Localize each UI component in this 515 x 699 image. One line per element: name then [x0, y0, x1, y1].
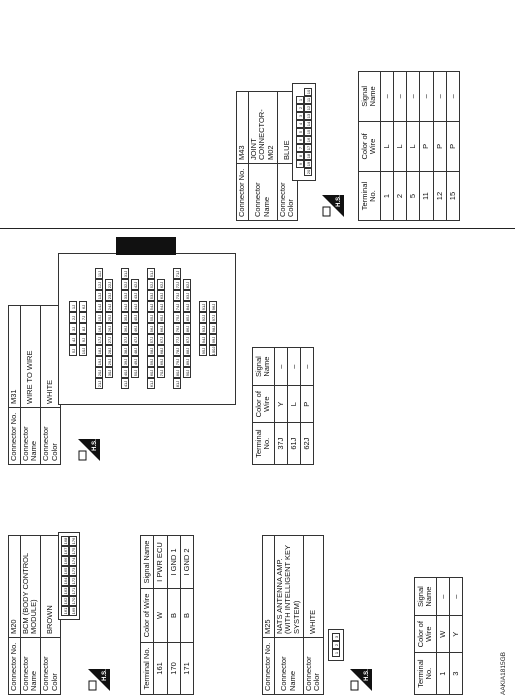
- pin-cell: 65J: [157, 313, 165, 324]
- cell: –: [433, 72, 446, 122]
- pin-cell: 25J: [105, 313, 113, 324]
- m20-signal-table: [140, 535, 194, 695]
- cell: L: [407, 121, 420, 171]
- m20-conn-color: BROWN: [40, 536, 60, 638]
- pin-cell: 11J: [95, 269, 103, 280]
- cell: L: [287, 386, 300, 423]
- cell: Y: [449, 616, 462, 653]
- pin-cell: 98J: [209, 324, 217, 335]
- pin-cell: 1: [296, 96, 304, 104]
- pin-cell: 162: [63, 597, 68, 605]
- panel-m20: [8, 535, 191, 695]
- cell: –: [287, 348, 300, 386]
- m43-connector-face: [292, 83, 316, 181]
- th-color: Color of Wire: [359, 121, 381, 171]
- cell: P: [301, 386, 314, 423]
- pin-cell: 13J: [95, 291, 103, 302]
- hs-icon: [350, 669, 372, 691]
- m20-conn-name: BCM (BODY CONTROL MODULE): [20, 536, 40, 638]
- pin-cell: 163: [63, 587, 68, 595]
- pin-cell: 21J: [95, 379, 103, 390]
- pin-cell: 3: [296, 112, 304, 120]
- pin-cell: 51J: [147, 269, 155, 280]
- cell: 170: [167, 642, 180, 694]
- cell: 161: [154, 642, 167, 694]
- m25-signal-table: [414, 577, 463, 695]
- th-color: Color of Wire: [415, 616, 437, 653]
- m43-signal-table: [358, 71, 460, 221]
- th-terminal: Terminal No.: [415, 653, 437, 695]
- pin-cell: 20: [306, 169, 311, 175]
- pin-cell: 95J: [199, 346, 207, 357]
- cell: –: [407, 72, 420, 122]
- cell: –: [380, 72, 393, 122]
- cell: I GND 1: [167, 536, 180, 589]
- pin-cell: 172: [71, 577, 76, 585]
- pin-cell: 44J: [131, 302, 139, 313]
- th-signal: Signal Name: [359, 72, 381, 122]
- pin-cell: 79J: [173, 357, 181, 368]
- pin-cell: 54J: [147, 302, 155, 313]
- pin-cell: 4J: [69, 335, 77, 346]
- cell: Y: [274, 386, 287, 423]
- svg-text:H.S.: H.S.: [102, 669, 108, 681]
- m43-conn-name: JOINT CONNECTOR-M02: [248, 92, 277, 164]
- cell: –: [446, 72, 459, 122]
- label: Connector Color: [40, 408, 60, 465]
- pin-cell: 40J: [121, 368, 129, 379]
- pin-cell: 3: [332, 633, 340, 641]
- pin-cell: 166: [63, 557, 68, 565]
- pin-cell: 174: [71, 557, 76, 565]
- pin-cell: 12J: [95, 280, 103, 291]
- pin-cell: 20J: [95, 368, 103, 379]
- pin-cell: 78J: [173, 346, 181, 357]
- pin-cell: 67J: [157, 335, 165, 346]
- th-color: Color of Wire: [253, 386, 275, 423]
- pin-cell: 53J: [147, 291, 155, 302]
- cell: L: [380, 121, 393, 171]
- pin-cell: 2J: [69, 313, 77, 324]
- th-color: Color of Wire: [141, 589, 154, 643]
- pin-cell: 176: [71, 537, 76, 545]
- pin-cell: 92J: [199, 313, 207, 324]
- m20-connector-face: [58, 532, 80, 620]
- pin-cell: 69J: [157, 357, 165, 368]
- pin-cell: 170: [71, 597, 76, 605]
- pin-cell: 42J: [131, 280, 139, 291]
- pin-cell: 58J: [147, 346, 155, 357]
- pin-cell: 18: [306, 153, 311, 159]
- cell: P: [446, 121, 459, 171]
- pin-cell: 59J: [147, 357, 155, 368]
- pin-cell: 41J: [121, 379, 129, 390]
- label: Connector Name: [20, 408, 40, 465]
- pin-cell: 37J: [121, 335, 129, 346]
- pin-cell: 62J: [157, 280, 165, 291]
- m20-conn-no: M20: [9, 536, 21, 638]
- cell: W: [436, 616, 449, 653]
- cell: –: [301, 348, 314, 386]
- pin-cell: 63J: [157, 291, 165, 302]
- m43-info-table: [236, 91, 298, 221]
- cell: 2: [393, 172, 406, 221]
- pin-cell: 1: [332, 649, 340, 657]
- pin-cell: 4: [296, 120, 304, 128]
- cell: L: [393, 121, 406, 171]
- pin-cell: 31J: [121, 269, 129, 280]
- svg-text:H.S.: H.S.: [92, 439, 98, 451]
- pin-cell: 7: [296, 144, 304, 152]
- pin-cell: 86J: [183, 324, 191, 335]
- hs-icon: [88, 669, 110, 691]
- panel-m43: [236, 85, 457, 221]
- m31-signal-table: [252, 347, 314, 465]
- pin-cell: 164: [63, 577, 68, 585]
- pin-cell: 30J: [105, 368, 113, 379]
- m25-info-table: [262, 535, 324, 695]
- pin-cell: 100J: [211, 346, 216, 356]
- pin-cell: 11: [306, 97, 311, 103]
- cell: 1: [380, 172, 393, 221]
- label: Connector No.: [263, 638, 275, 695]
- label: Connector Name: [248, 164, 277, 221]
- cell: I PWR ECU: [154, 536, 167, 589]
- m25-conn-color: WHITE: [303, 536, 323, 638]
- th-terminal: Terminal No.: [253, 423, 275, 465]
- pin-cell: 96J: [209, 302, 217, 313]
- pin-cell: 39J: [121, 357, 129, 368]
- pin-cell: 87J: [183, 335, 191, 346]
- pin-cell: 16J: [95, 324, 103, 335]
- pin-cell: 9: [296, 160, 304, 168]
- pin-cell: 93J: [199, 324, 207, 335]
- cell: W: [154, 589, 167, 643]
- pin-cell: 68J: [157, 346, 165, 357]
- pin-cell: 14J: [95, 302, 103, 313]
- pin-cell: 82J: [183, 280, 191, 291]
- th-signal: Signal Name: [253, 348, 275, 386]
- cell: 5: [407, 172, 420, 221]
- m31-latch: [116, 237, 176, 255]
- pin-cell: 76J: [173, 324, 181, 335]
- pin-cell: 165: [63, 567, 68, 575]
- pin-cell: 73J: [173, 291, 181, 302]
- pin-cell: 7J: [79, 313, 87, 324]
- pin-cell: 8: [296, 152, 304, 160]
- pin-cell: 61J: [147, 379, 155, 390]
- pin-cell: 88J: [183, 346, 191, 357]
- cell: –: [274, 348, 287, 386]
- pin-cell: 90J: [183, 368, 191, 379]
- pin-cell: 12: [306, 105, 311, 111]
- pin-cell: 17J: [95, 335, 103, 346]
- pin-cell: 2: [332, 641, 340, 649]
- cell: 61J: [287, 423, 300, 465]
- m25-conn-no: M25: [263, 536, 275, 638]
- cell: –: [436, 578, 449, 616]
- pin-cell: 13: [306, 113, 311, 119]
- th-terminal: Terminal No.: [359, 172, 381, 221]
- pin-cell: 83J: [183, 291, 191, 302]
- cell: –: [420, 72, 433, 122]
- pin-cell: 24J: [105, 302, 113, 313]
- label: Connector Color: [277, 164, 297, 221]
- m31-conn-name: WIRE TO WIRE: [20, 306, 40, 408]
- hs-icon: [322, 195, 344, 217]
- cell: 1: [436, 653, 449, 695]
- pin-cell: 14: [306, 121, 311, 127]
- pin-cell: 72J: [173, 280, 181, 291]
- pin-cell: 80J: [173, 368, 181, 379]
- label: Connector No.: [9, 638, 21, 695]
- m31-info-table: [8, 305, 61, 465]
- pin-cell: 19: [306, 161, 311, 167]
- cell: I GND 2: [180, 536, 193, 589]
- pin-cell: 84J: [183, 302, 191, 313]
- cell: 3: [449, 653, 462, 695]
- pin-cell: 6: [296, 136, 304, 144]
- pin-cell: 173: [71, 567, 76, 575]
- svg-text:H.S.: H.S.: [336, 195, 342, 207]
- pin-cell: 10J: [79, 346, 87, 357]
- pin-cell: 74J: [173, 302, 181, 313]
- pin-cell: 43J: [131, 291, 139, 302]
- cell: P: [433, 121, 446, 171]
- cell: B: [167, 589, 180, 643]
- pin-cell: 85J: [183, 313, 191, 324]
- pin-cell: 6J: [79, 302, 87, 313]
- pin-cell: 34J: [121, 302, 129, 313]
- pin-cell: 81J: [173, 379, 181, 390]
- panel-m25: [262, 535, 460, 695]
- pin-cell: 5: [296, 128, 304, 136]
- pin-cell: 169: [71, 607, 76, 615]
- pin-cell: 16: [306, 137, 311, 143]
- pin-cell: 57J: [147, 335, 155, 346]
- cell: 171: [180, 642, 193, 694]
- m25-connector-face: [328, 629, 344, 661]
- pin-cell: 161: [63, 607, 68, 615]
- pin-cell: 97J: [209, 313, 217, 324]
- cell: 12: [433, 172, 446, 221]
- pin-cell: 77J: [173, 335, 181, 346]
- cell: 37J: [274, 423, 287, 465]
- pin-cell: 33J: [121, 291, 129, 302]
- section-divider: [0, 228, 515, 229]
- pin-cell: 23J: [105, 291, 113, 302]
- label: Connector Color: [40, 638, 60, 695]
- figure-code: AAKIA1815GB: [500, 652, 507, 695]
- th-terminal: Terminal No.: [141, 642, 154, 694]
- m31-connector-face: [58, 253, 236, 405]
- hs-icon: [78, 439, 100, 461]
- pin-cell: 175: [71, 547, 76, 555]
- m20-info-table: [8, 535, 61, 695]
- pin-cell: 70J: [157, 368, 165, 379]
- pin-cell: 15J: [95, 313, 103, 324]
- pin-cell: 5J: [69, 346, 77, 357]
- pin-cell: 9J: [79, 335, 87, 346]
- pin-cell: 56J: [147, 324, 155, 335]
- pin-cell: 167: [63, 547, 68, 555]
- pin-cell: 2: [296, 104, 304, 112]
- pin-cell: 28J: [105, 346, 113, 357]
- pin-cell: 49J: [131, 357, 139, 368]
- label: Connector Name: [274, 638, 303, 695]
- th-signal: Signal Name: [141, 536, 154, 589]
- panel-m31: [8, 270, 311, 465]
- svg-text:H.S.: H.S.: [364, 669, 370, 681]
- cell: 15: [446, 172, 459, 221]
- label: Connector No.: [237, 164, 249, 221]
- pin-cell: 94J: [199, 335, 207, 346]
- pin-cell: 35J: [121, 313, 129, 324]
- label: Connector Color: [303, 638, 323, 695]
- pin-cell: 89J: [183, 357, 191, 368]
- pin-cell: 8J: [79, 324, 87, 335]
- label: Connector Name: [20, 638, 40, 695]
- pin-cell: 27J: [105, 335, 113, 346]
- cell: –: [449, 578, 462, 616]
- pin-cell: 52J: [147, 280, 155, 291]
- pin-cell: 45J: [131, 313, 139, 324]
- cell: B: [180, 589, 193, 643]
- pin-cell: 64J: [157, 302, 165, 313]
- cell: 11: [420, 172, 433, 221]
- m31-conn-color: WHITE: [40, 306, 60, 408]
- pin-cell: 171: [71, 587, 76, 595]
- th-signal: Signal Name: [415, 578, 437, 616]
- pin-cell: 55J: [147, 313, 155, 324]
- cell: –: [393, 72, 406, 122]
- pin-cell: 46J: [131, 324, 139, 335]
- pin-cell: 99J: [209, 335, 217, 346]
- cell: P: [420, 121, 433, 171]
- pin-cell: 66J: [157, 324, 165, 335]
- pin-cell: 47J: [131, 335, 139, 346]
- pin-cell: 22J: [105, 280, 113, 291]
- cell: 62J: [301, 423, 314, 465]
- m25-conn-name: NATS ANTENNA AMP. (WITH INTELLIGENT KEY SYSTEM): [274, 536, 303, 638]
- m43-conn-color: BLUE: [277, 92, 297, 164]
- pin-cell: 26J: [105, 324, 113, 335]
- pin-cell: 60J: [147, 368, 155, 379]
- pin-cell: 17: [306, 145, 311, 151]
- m31-conn-no: M31: [9, 306, 21, 408]
- label: Connector No.: [9, 408, 21, 465]
- pin-cell: 75J: [173, 313, 181, 324]
- pin-cell: 18J: [95, 346, 103, 357]
- m43-conn-no: M43: [237, 92, 249, 164]
- pin-cell: 19J: [95, 357, 103, 368]
- pin-cell: 10: [306, 89, 311, 95]
- pin-cell: 36J: [121, 324, 129, 335]
- pin-cell: 71J: [173, 269, 181, 280]
- pin-cell: 38J: [121, 346, 129, 357]
- pin-cell: 3J: [69, 324, 77, 335]
- pin-cell: 91J: [199, 302, 207, 313]
- pin-cell: 1J: [69, 302, 77, 313]
- pin-cell: 50J: [131, 368, 139, 379]
- pin-cell: 29J: [105, 357, 113, 368]
- pin-cell: 48J: [131, 346, 139, 357]
- pin-cell: 15: [306, 129, 311, 135]
- pin-cell: 168: [63, 537, 68, 545]
- pin-cell: 32J: [121, 280, 129, 291]
